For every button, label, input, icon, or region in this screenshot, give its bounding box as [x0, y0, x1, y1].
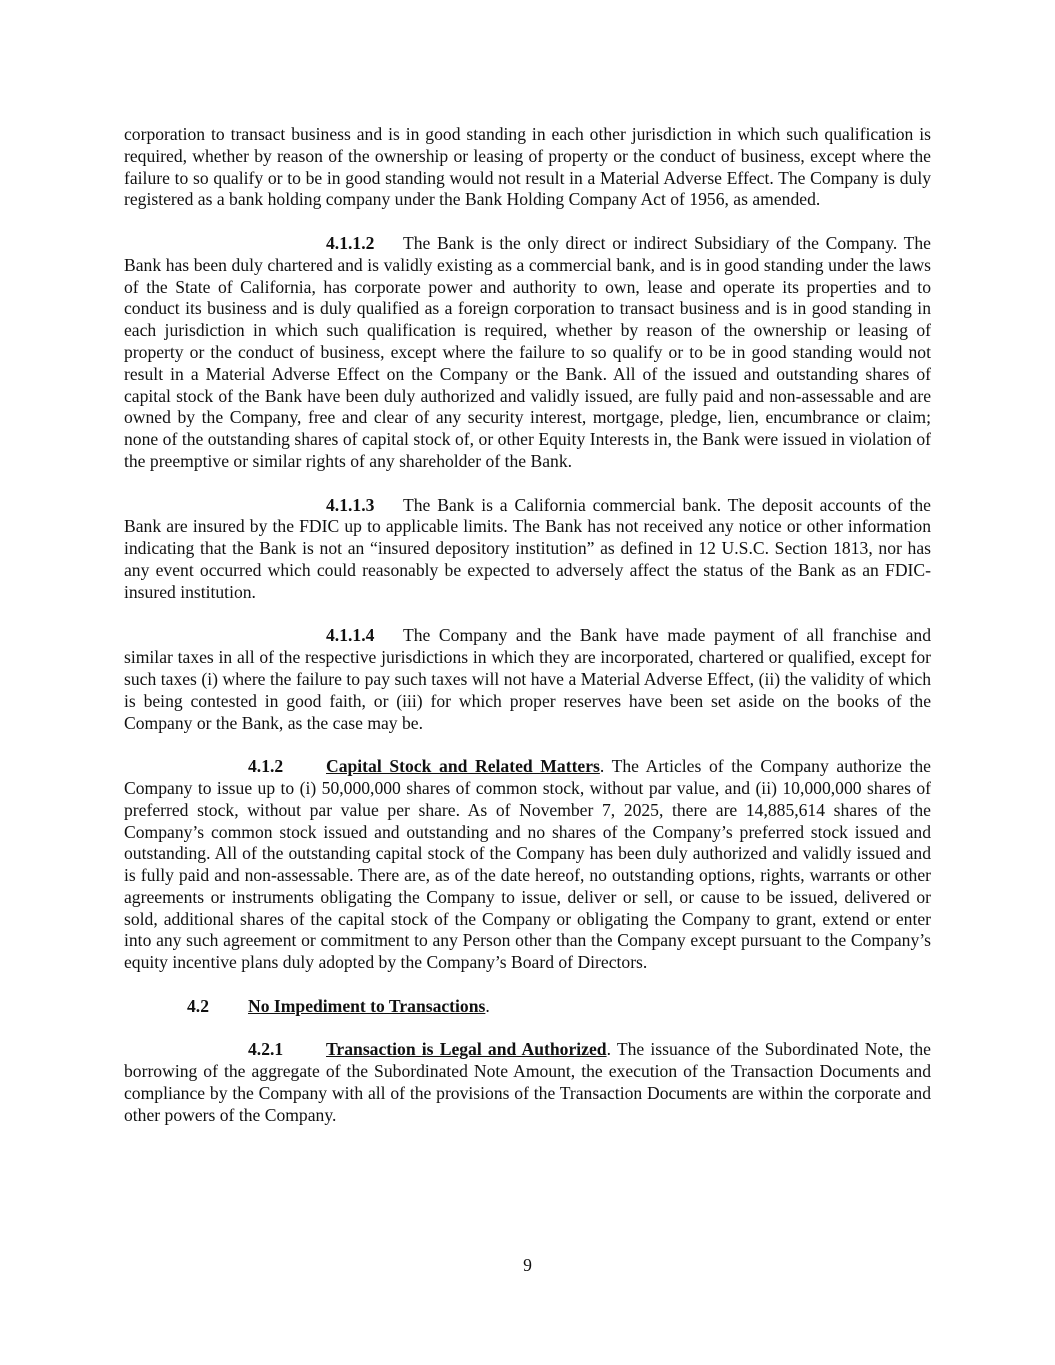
section-text: . The Articles of the Company authorize the Company to issue up to (i) 50,000,000 shares of common stock, without par value, and (ii) 10,000,000 shares of preferred stock, without par value per share. As of November 7, 2025, there are 14,885,614 shares of the Company’s common stock issued and outstanding and no shares of the Company’s preferred stock issued and outstanding. All of the outstanding capital stock of the Company has been duly authorized and validly issued and is fully paid and non-assessable. There are, as of the date hereof, no outstanding options, rights, warrants or other agreements or instruments obligating the Company to issue, deliver or sell, or cause to be issued, delivered or sold, additional shares of the capital stock of the Company or obligating the Company to grant, extend or enter into any such agreement or commitment to any Person other than the Company except pursuant to the Company’s equity incentive plans duly adopted by the Company’s Board of Directors.: [124, 756, 931, 973]
section-number: 4.2.1: [248, 1039, 284, 1060]
section-4-1-1-4: [124, 625, 931, 734]
section-title: Transaction is Legal and Authorized: [326, 1039, 607, 1060]
section-4-1-1-2: [124, 233, 931, 473]
section-number: 4.1.1.3: [326, 494, 375, 515]
section-text: . The issuance of the Subordinated Note, the borrowing of the aggregate of the Subordinated Note Amount, the execution of the Transaction Documents and compliance by the Company with all of the provisions of the Transaction Documents are within the corporate and other powers of the Company.: [124, 1039, 931, 1125]
section-number: 4.1.1.4: [326, 625, 375, 646]
section-4-1-2: [124, 756, 931, 974]
section-number: 4.2: [187, 995, 209, 1016]
section-title: Capital Stock and Related Matters: [326, 756, 600, 777]
section-title-tail: .: [485, 995, 490, 1016]
document-body: [124, 124, 931, 1148]
section-number: 4.1.1.2: [326, 232, 375, 253]
section-text: The Company and the Bank have made payment of all franchise and similar taxes in all of the respective jurisdictions in which they are incorporated, chartered or qualified, except for such taxes (i) where the failure to pay such taxes will not have a Material Adverse Effect, (ii) the validity of which is being contested in good faith, or (iii) for which proper reserves have been set aside on the books of the Company or the Bank, as the case may be.: [124, 625, 931, 733]
section-title: No Impediment to Transactions: [248, 995, 486, 1016]
section-4-1-1-3: [124, 495, 931, 604]
page-number: 9: [523, 1255, 532, 1275]
section-text: The Bank is the only direct or indirect Subsidiary of the Company. The Bank has been duly chartered and is validly existing as a commercial bank, and is in good standing under the laws of the State of California, has corporate power and authority to own, lease and operate its properties and to conduct its business and is duly qualified as a foreign corporation to transact business and is in good standing in each jurisdiction in which such qualification is required, whether by reason of the ownership or leasing of property or the conduct of business, except where the failure to so qualify or to be in good standing would not result in a Material Adverse Effect on the Company or the Bank. All of the issued and outstanding shares of capital stock of the Bank have been duly authorized and validly issued, are fully paid and non-assessable and are owned by the Company, free and clear of any security interest, mortgage, pledge, lien, encumbrance or claim; none of the outstanding shares of capital stock of, or other Equity Interests in, the Bank were issued in violation of the preemptive or similar rights of any shareholder of the Bank.: [124, 232, 931, 471]
section-number: 4.1.2: [248, 756, 284, 777]
paragraph-continuation: corporation to transact business and is in good standing in each other jurisdiction in which such qualification is required, whether by reason of the ownership or leasing of property or the conduct of business, except where the failure to so qualify or to be in good standing would not result in a Material Adverse Effect. The Company is duly registered as a bank holding company under the Bank Holding Company Act of 1956, as amended.: [124, 124, 931, 210]
section-text: The Bank is a California commercial bank. The deposit accounts of the Bank are insured by the FDIC up to applicable limits. The Bank has not received any notice or other information indicating that the Bank is not an “insured depository institution” as defined in 12 U.S.C. Section 1813, nor has any event occurred which could reasonably be expected to adversely affect the status of the Bank as an FDIC-insured institution.: [124, 494, 931, 602]
section-4-2-1: [124, 1039, 931, 1126]
section-4-2-heading: [124, 996, 931, 1018]
